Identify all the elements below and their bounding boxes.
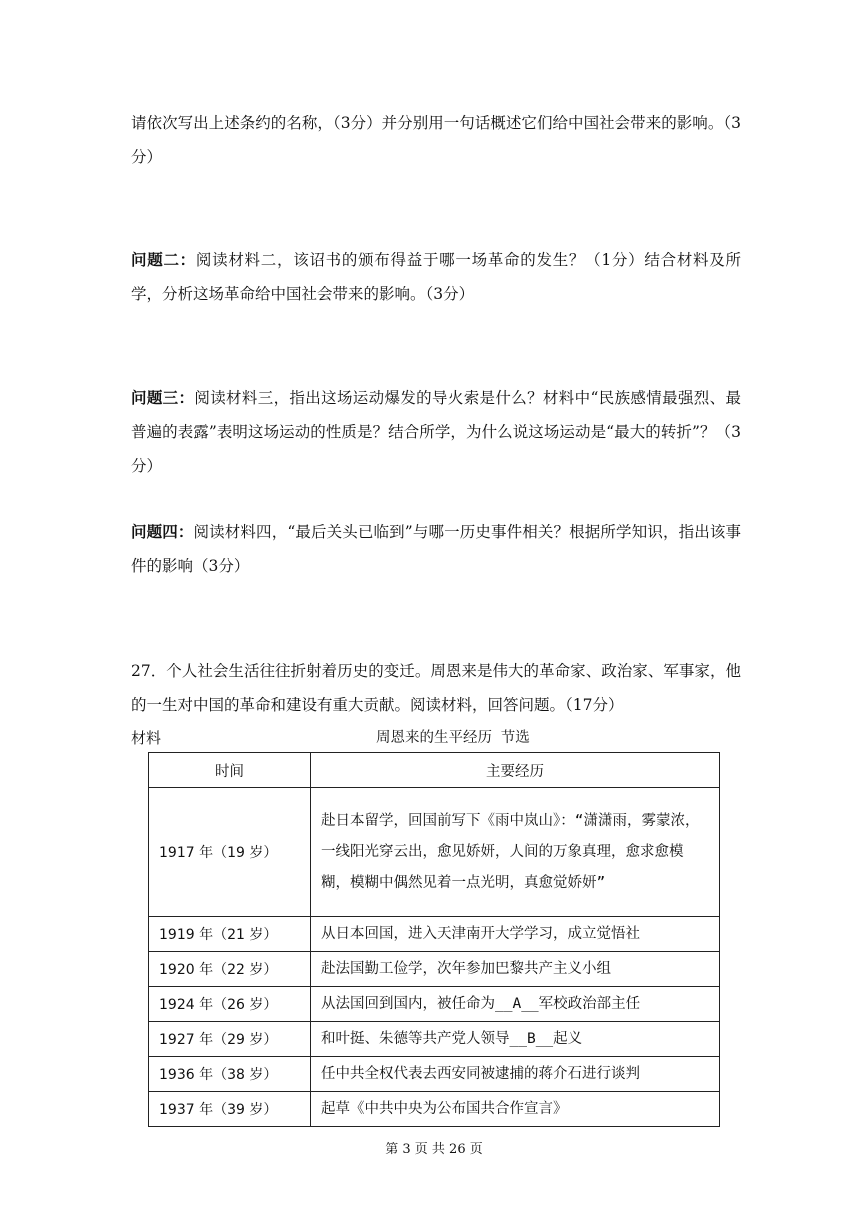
question-4 bbox=[131, 515, 741, 583]
row-desc: 赴日本留学，回国前写下《雨中岚山》：“潇潇雨，雾蒙浓，一线阳光穿云出，愈见娇妍，人间的万象真理，愈求愈模糊，模糊中偶然见着一点光明，真愈觉娇妍” bbox=[311, 788, 720, 917]
question-4-label: 问题四： bbox=[131, 522, 194, 541]
question-2 bbox=[131, 243, 741, 311]
question-2-label: 问题二： bbox=[131, 250, 196, 269]
row-desc: 任中共全权代表去西安同被逮捕的蒋介石进行谈判 bbox=[311, 1057, 720, 1092]
table-row bbox=[149, 952, 720, 987]
question-2-text: 阅读材料二，该诏书的颁布得益于哪一场革命的发生？（1分）结合材料及所学，分析这场革命给中国社会带来的影响。（3分） bbox=[131, 251, 741, 303]
row-time: 1917 年（19 岁） bbox=[149, 788, 311, 917]
row-time: 1920 年（22 岁） bbox=[149, 952, 311, 987]
row-time: 1937 年（39 岁） bbox=[149, 1092, 311, 1127]
question-3-label: 问题三： bbox=[131, 388, 195, 407]
row-time: 1919 年（21 岁） bbox=[149, 917, 311, 952]
question-4-text: 阅读材料四，“最后关头已临到”与哪一历史事件相关？根据所学知识，指出该事件的影响（3分） bbox=[131, 523, 741, 575]
row-time: 1924 年（26 岁） bbox=[149, 987, 311, 1022]
table-row bbox=[149, 1092, 720, 1127]
material-label: 材料 bbox=[131, 729, 162, 747]
row-desc: 赴法国勤工俭学，次年参加巴黎共产主义小组 bbox=[311, 952, 720, 987]
material-caption bbox=[131, 727, 741, 751]
table-header-row bbox=[149, 753, 720, 788]
table-row bbox=[149, 1057, 720, 1092]
table-row bbox=[149, 987, 720, 1022]
table-row bbox=[149, 1022, 720, 1057]
row-desc: 起草《中共中央为公布国共合作宣言》 bbox=[311, 1092, 720, 1127]
row-time: 1936 年（38 岁） bbox=[149, 1057, 311, 1092]
page-number-footer: 第 3 页 共 26 页 bbox=[385, 1142, 483, 1157]
table-row bbox=[149, 788, 720, 917]
table-header-time: 时间 bbox=[149, 753, 311, 788]
row-desc: 和叶挺、朱德等共产党人领导__B__起义 bbox=[311, 1022, 720, 1057]
question-1-continuation: 请依次写出上述条约的名称，（3分）并分别用一句话概述它们给中国社会带来的影响。（3分） bbox=[131, 114, 741, 166]
row-desc: 从日本回国，进入天津南开大学学习，成立觉悟社 bbox=[311, 917, 720, 952]
question-27: 27．个人社会生活往往折射着历史的变迁。周恩来是伟大的革命家、政治家、军事家，他的一生对中国的革命和建设有重大贡献。阅读材料，回答问题。（17分） bbox=[131, 662, 741, 714]
row-desc: 从法国回到国内，被任命为__A__军校政治部主任 bbox=[311, 987, 720, 1022]
table-row bbox=[149, 917, 720, 952]
biography-table bbox=[148, 752, 720, 1127]
table-header-events: 主要经历 bbox=[311, 753, 720, 788]
material-title: 周恩来的生平经历 节选 bbox=[376, 730, 530, 746]
row-time: 1927 年（29 岁） bbox=[149, 1022, 311, 1057]
question-3-text: 阅读材料三，指出这场运动爆发的导火索是什么？材料中“民族感情最强烈、最普遍的表露”表明这场运动的性质是？结合所学，为什么说这场运动是“最大的转折”？（3分） bbox=[131, 389, 741, 475]
question-3 bbox=[131, 381, 741, 483]
